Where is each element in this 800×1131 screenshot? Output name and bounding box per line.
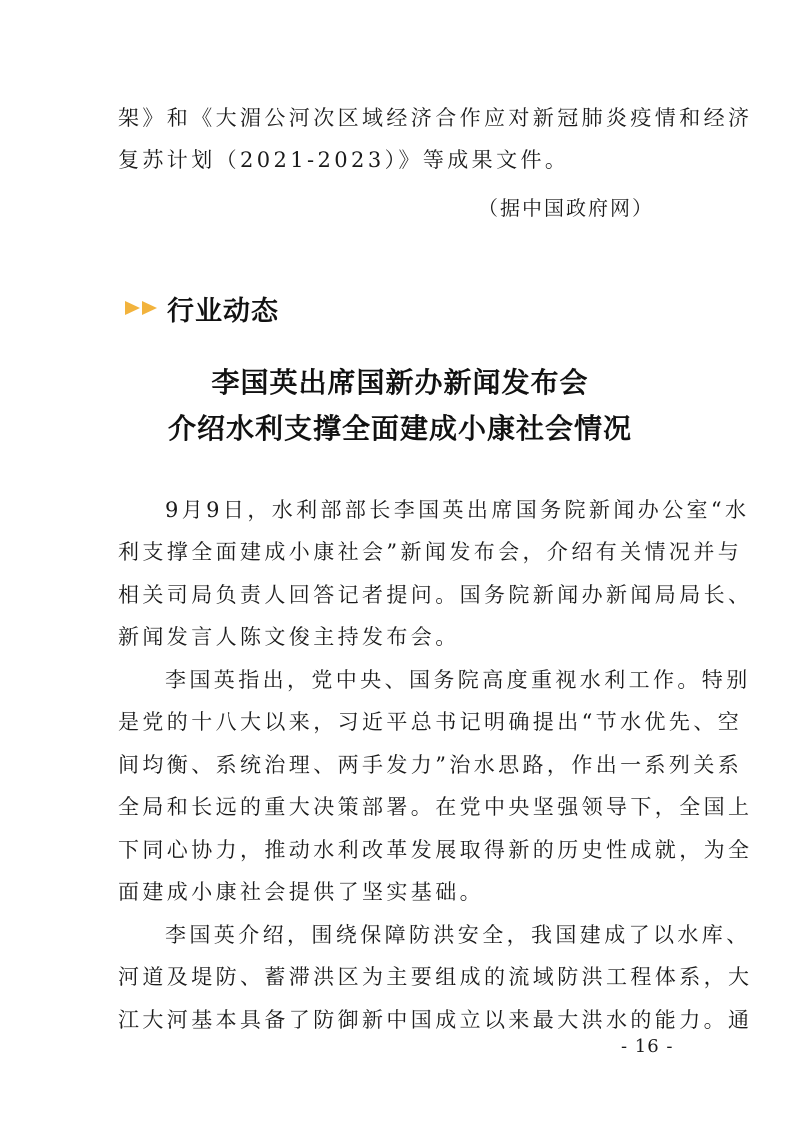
source-attribution: （据中国政府网）: [478, 196, 654, 220]
body-line: 面建成小康社会提供了坚实基础。: [118, 880, 484, 904]
body-line: 间均衡、系统治理、两手发力”治水思路，作出一系列关系: [118, 753, 743, 777]
intro-line-2: 复苏计划（2021-2023）》等成果文件。: [118, 148, 570, 172]
body-line: 是党的十八大以来，习近平总书记明确提出“节水优先、空: [118, 710, 743, 734]
body-line: 9月9日，水利部部长李国英出席国务院新闻办公室“水: [165, 498, 750, 522]
body-line: 全局和长远的重大决策部署。在党中央坚强领导下，全国上: [118, 795, 753, 819]
body-line: 下同心协力，推动水利改革发展取得新的历史性成就，为全: [118, 838, 753, 862]
article-title-line-1: 李国英出席国新办新闻发布会: [211, 366, 589, 399]
body-line: 河道及堤防、蓄滞洪区为主要组成的流域防洪工程体系，大: [118, 965, 753, 989]
double-arrow-icon: [125, 300, 159, 316]
section-heading: [125, 291, 279, 325]
body-line: 江大河基本具备了防御新中国成立以来最大洪水的能力。通: [118, 1008, 753, 1032]
page-number: - 16 -: [621, 1036, 674, 1057]
intro-line-1: 架》和《大湄公河次区域经济合作应对新冠肺炎疫情和经济: [118, 106, 753, 130]
body-line: 李国英介绍，围绕保障防洪安全，我国建成了以水库、: [165, 923, 751, 947]
body-line: 利支撑全面建成小康社会”新闻发布会，介绍有关情况并与: [118, 540, 743, 564]
body-line: 相关司局负责人回答记者提问。国务院新闻办新闻局局长、: [118, 583, 753, 607]
body-line: 李国英指出，党中央、国务院高度重视水利工作。特别: [165, 668, 751, 692]
body-line: 新闻发言人陈文俊主持发布会。: [118, 625, 460, 649]
section-title: 行业动态: [167, 295, 279, 327]
article-title-line-2: 介绍水利支撑全面建成小康社会情况: [167, 412, 632, 445]
